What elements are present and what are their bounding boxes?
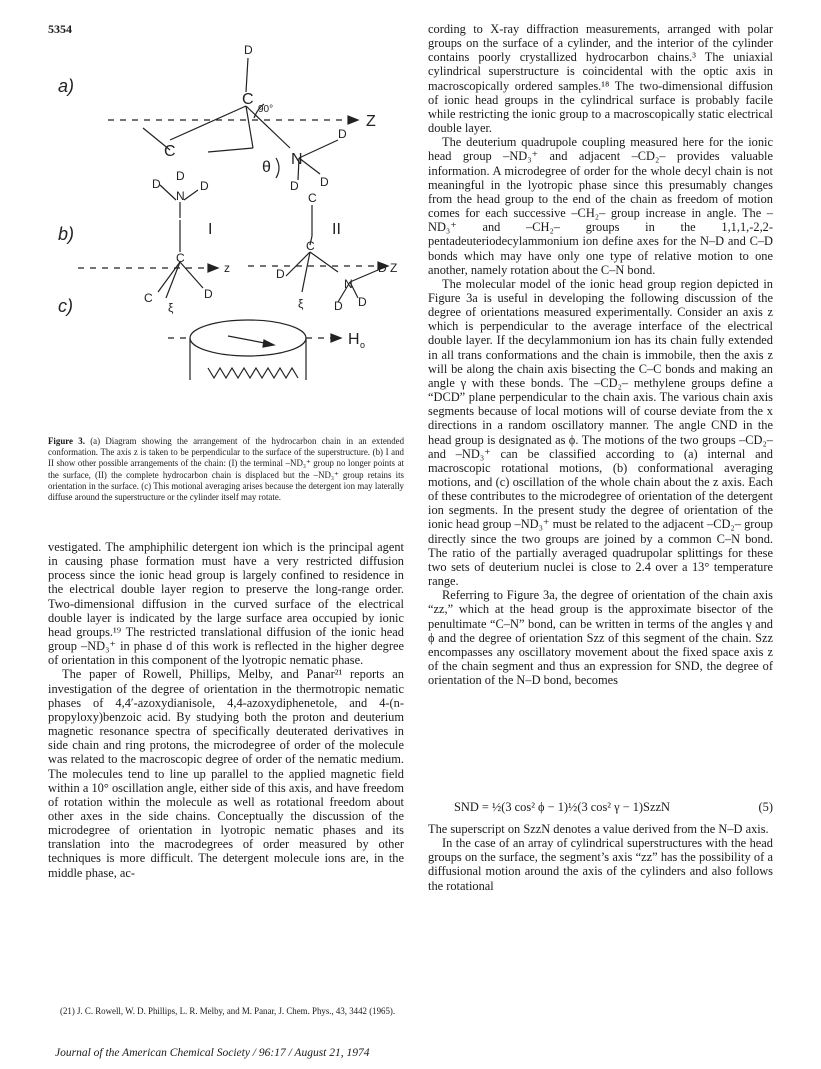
atom-N: N [291,151,303,168]
bond-line [208,148,253,152]
bond-line [299,140,338,158]
bond-line [350,270,378,282]
caption-text: (a) Diagram showing the arrangement of the hydrocarbon chain in an extended conformation. The axis z is taken to be perpendicular to the surface of the superstructure. (b) I and II show other possible arrangements of the chain: (I) the terminal –ND₃⁺ group no longer points at the surface, (II) the complete hydrocarbon chain is displaced but the –ND₃⁺ group retains its orientation in the surface. (c) This motional averaging arises because the detergent ion may laterally diffuse around the superstructure or the cylinder itself may rotate. [48,436,405,503]
bond-line [180,262,203,288]
right-column-continued [428,822,773,893]
paragraph: In the case of an array of cylindrical superstructures with the head groups on the surface, the segment’s axis “zz” has the possibility of a diffusional motion around the axis of the cylinders and also follows the rotational [428,836,773,893]
caption-label: Figure 3. [48,436,85,446]
rotation-arrowhead [263,340,274,347]
label-II: II [332,221,341,238]
label-a: a) [58,76,75,96]
bond-line [310,252,338,272]
atom-D: D [244,43,253,57]
paragraph: The superscript on SzzN denotes a value derived from the N–D axis. [428,822,769,836]
paragraph: The molecular model of the ionic head group region depicted in Figure 3a is useful in developing the following discussion of the degree of orientations measured experimentally. Consider an axis z which is perpendicular to the average interface of the electrical double layer. If the decylammonium ion has its chain fully extended in all trans conformations and the chain is immobile, then the axis z will be along the chain axis bisecting the C–C bonds and making an angle γ with these bonds. The –CD₂– methylene groups define a “DCD” plane perpendicular to the chain axis. The various chain axis segments because of local motions will of course deviate from the x directions in a random oscillatory manner. The angle CND in the head group is designated as ϕ. The motions of the two groups –CD₂– and –ND₃⁺ can be classified according to (a) internal and macroscopic rotational motions, (b) conformational averaging motions, and (c) oscillation of the whole chain about the z axis. Each of these contributes to the microdegree of orientation of the detergent ion segments. In the present study the degree of orientation of the ionic head group –ND₃⁺ must be related to the adjacent –CD₂– group directly since the two groups are joined by a common C–N bond. The ratio of the partially averaged quadrupolar splittings for these two sets of deuterium nuclei is close to 2.4 over a 13° temperature range. [428,276,773,589]
atom-D: D [358,295,367,309]
axis-arrowhead [208,264,218,272]
atom-D: D [334,299,343,313]
equation-number: (5) [758,800,773,814]
bond-line [184,190,198,200]
bond-line [158,262,180,292]
paragraph: The deuterium quadrupole coupling measured here for the ionic head group –ND₃⁺ and adjacent –CD₂– provides valuable information. A microdegree of order for the whole decyl chain is not meaningful in the lyotropic phase since this presumably changes from the head group to the end of the chain as freedom of motion comes for each successive –CH₂– group increase in angle. The –ND₃⁺ and –CH₂– groups in the 1,1,1,-2,2-pentadeuteriodecylammonium ion define axes for the N–D and C–D bonds which may have only one type of relative motion to one another, namely rotation about the C–N bond. [428,135,773,277]
atom-N: N [176,189,185,203]
right-column [428,22,773,687]
atom-C: C [164,143,176,160]
bond-line [170,106,246,140]
atom-N: N [344,277,353,291]
axis-arrowhead [331,334,341,342]
paragraph: Referring to Figure 3a, the degree of orientation of the chain axis “zz,” which at the head group is the approximate bisector of the penultimate “C–N” bond, can be written in terms of the angles γ and ϕ and the degree of orientation Szz of this segment of the chain. Szz encompasses any oscillatory movement about the fixed space axis z of the chain segment and thus an expression for SND, the degree of orientation of the N–D bond, becomes [428,588,773,688]
axis-label-Z: Z [366,113,376,130]
paragraph: vestigated. The amphiphilic detergent ion which is the principal agent in causing phase formation must have a very restricted diffusion process since the ionic head group is largely confined to residence in the electrical double layer region to preserve the long-range order. Two-dimensional diffusion in the curved surface of the electrical double layer is indicated by the large surface area occupied by ionic head groups.¹⁹ The restricted translational diffusion of the ionic head group –ND₃⁺ in phase d of this work is reflected in the higher degree of orientation in this component of the lyotropic nematic phase. [48,540,404,668]
field-label-H0-subscript: o [360,340,366,350]
footnote: (21) J. C. Rowell, W. D. Phillips, L. R. Melby, and M. Panar, J. Chem. Phys., 43, 3442 (1965). [60,1006,396,1016]
xi-label: ξ [298,297,304,311]
atom-D: D [290,179,299,193]
atom-C: C [176,251,185,265]
angle-90-label: 90° [258,104,274,115]
atom-D: D [176,169,185,183]
bond-line [160,185,176,200]
field-label-H0: H [348,331,360,348]
paragraph: cording to X-ray diffraction measurements, arranged with polar groups on the surface of a cylinder, and the interior of the cylinder contains poorly crystallized hydrocarbon chains.³ The uniaxial cylindrical superstructure is coincidental with the optic axis in macroscopically ordered samples.¹⁸ The two-dimensional diffusion of ionic head groups in the cylindrical surface is probably facile while restricting the ionic group to a macroscopically static electrical double layer. [428,22,773,136]
rotation-ellipse [190,320,306,356]
atom-C: C [308,191,317,205]
axis-label-z: z [224,261,230,275]
bond-line [246,58,248,92]
label-I: I [208,221,213,238]
paragraph: The paper of Rowell, Phillips, Melby, and Panar²¹ reports an investigation of the degree of orientation in the thermotropic nematic phases of 4,4′-azoxydianisole, 4,4-azoxydiphenetole, and 4-(n-propyloxy)benzoic acid. By studying both the proton and deuterium magnetic resonance spectra of specifically deuterated derivatives in side chain and ring protons, the microdegree of order of the molecule was related to the macroscopic degree of order of the nematic medium. The molecules tend to line up parallel to the applied magnetic field within a 10° oscillation angle, either side of this axis, and have freedom of rotation within the molecule as well as rotational freedom about other axes in the side chains. Conceptually the discussion of the microdegree of orientation in lyotropic nematic phases and its translation into the macrodegrees of order measured by other techniques is more difficult. The detergent molecule ions are, in the middle phase, ac- [48,667,404,880]
page-number: 5354 [48,22,72,36]
equation-body: SND = ½(3 cos² ϕ − 1)½(3 cos² γ − 1)SzzN [454,800,670,814]
atom-D: D [276,267,285,281]
atom-D: D [200,179,209,193]
atom-D: D [320,175,329,189]
label-b: b) [58,224,75,244]
atom-C: C [144,291,153,305]
label-c: c) [58,296,73,316]
axis-label-Z: Z [390,261,398,275]
figure-caption [48,436,404,503]
atom-D: D [204,287,213,301]
atom-D: D [338,127,347,141]
atom-C: C [242,91,254,108]
theta-label: θ [262,159,271,176]
left-column [48,540,404,880]
figure-3-diagram [48,40,408,432]
wavy-surface [208,368,298,378]
atom-C: C [306,239,315,253]
atom-D: D [378,261,387,275]
axis-arrowhead [348,116,358,124]
theta-arc [276,158,279,178]
journal-footer: Journal of the American Chemical Society / 96:17 / August 21, 1974 [55,1047,370,1059]
xi-label: ξ [168,301,174,315]
atom-D: D [152,177,161,191]
